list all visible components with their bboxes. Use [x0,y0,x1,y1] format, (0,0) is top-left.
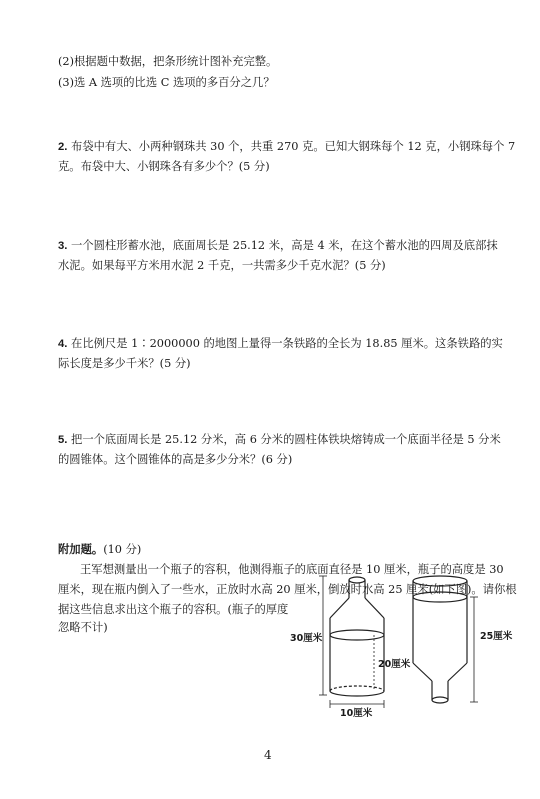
problem-number: 3. [58,240,68,252]
inverted-bottle [413,576,478,703]
bonus-line3: 据这些信息求出这个瓶子的容积。(瓶子的厚度 [58,603,289,616]
bonus-title: 附加题。 [58,543,104,556]
problem-text: 把一个底面周长是 25.12 分米，高 6 分米的圆柱体铁块熔铸成一个底面半径是 5 分米 [71,433,501,446]
problem-3-line1 [58,239,498,253]
bonus-line4: 忽略不计) [58,621,108,634]
problem-number: 5. [58,434,68,446]
problem-number: 4. [58,338,68,350]
problem-5-line1 [58,433,501,447]
label-diameter: 10厘米 [340,708,373,719]
problem-2-line1 [58,140,515,154]
problem-5-line2: 的圆锥体。这个圆锥体的高是多少分米？(6 分) [58,453,293,466]
problem-number: 2. [58,141,68,153]
bonus-line2: 厘米，现在瓶内倒入了一些水，正放时水高 20 厘米，倒放时水高 25 厘米(如下图)。请你根 [58,583,517,596]
page-number: 4 [264,748,272,762]
problem-text: 一个圆柱形蓄水池，底面周长是 25.12 米，高是 4 米，在这个蓄水池的四周及底部抹 [71,239,498,252]
bonus-heading [58,543,141,557]
upright-bottle [319,576,384,708]
bonus-line1: 王军想测量出一个瓶子的容积，他测得瓶子的底面直径是 10 厘米，瓶子的高度是 30 [80,563,504,576]
problem-text: 布袋中有大、小两种钢珠共 30 个，共重 270 克。已知大钢珠每个 12 克，小钢珠每个 7 [71,140,516,153]
problem-text: 在比例尺是 1∶2000000 的地图上量得一条铁路的全长为 18.85 厘米。这条铁路的实 [71,337,503,350]
label-water-upright: 20厘米 [378,659,411,670]
bottle-figure [290,568,520,718]
label-bottle-height: 30厘米 [290,633,323,644]
sub-question-3: (3)选 A 选项的比选 C 选项的多百分之几？ [58,76,275,89]
problem-4-line1 [58,337,503,351]
problem-2-line2: 克。布袋中大、小钢珠各有多少个？(5 分) [58,160,270,173]
label-water-inverted: 25厘米 [480,631,513,642]
sub-question-2: (2)根据题中数据，把条形统计图补充完整。 [58,55,278,68]
bonus-points: (10 分) [103,543,142,556]
problem-4-line2: 际长度是多少千米？(5 分) [58,357,191,370]
bottle-drawing [290,568,520,718]
problem-3-line2: 水泥。如果每平方米用水泥 2 千克，一共需多少千克水泥？(5 分) [58,259,386,272]
